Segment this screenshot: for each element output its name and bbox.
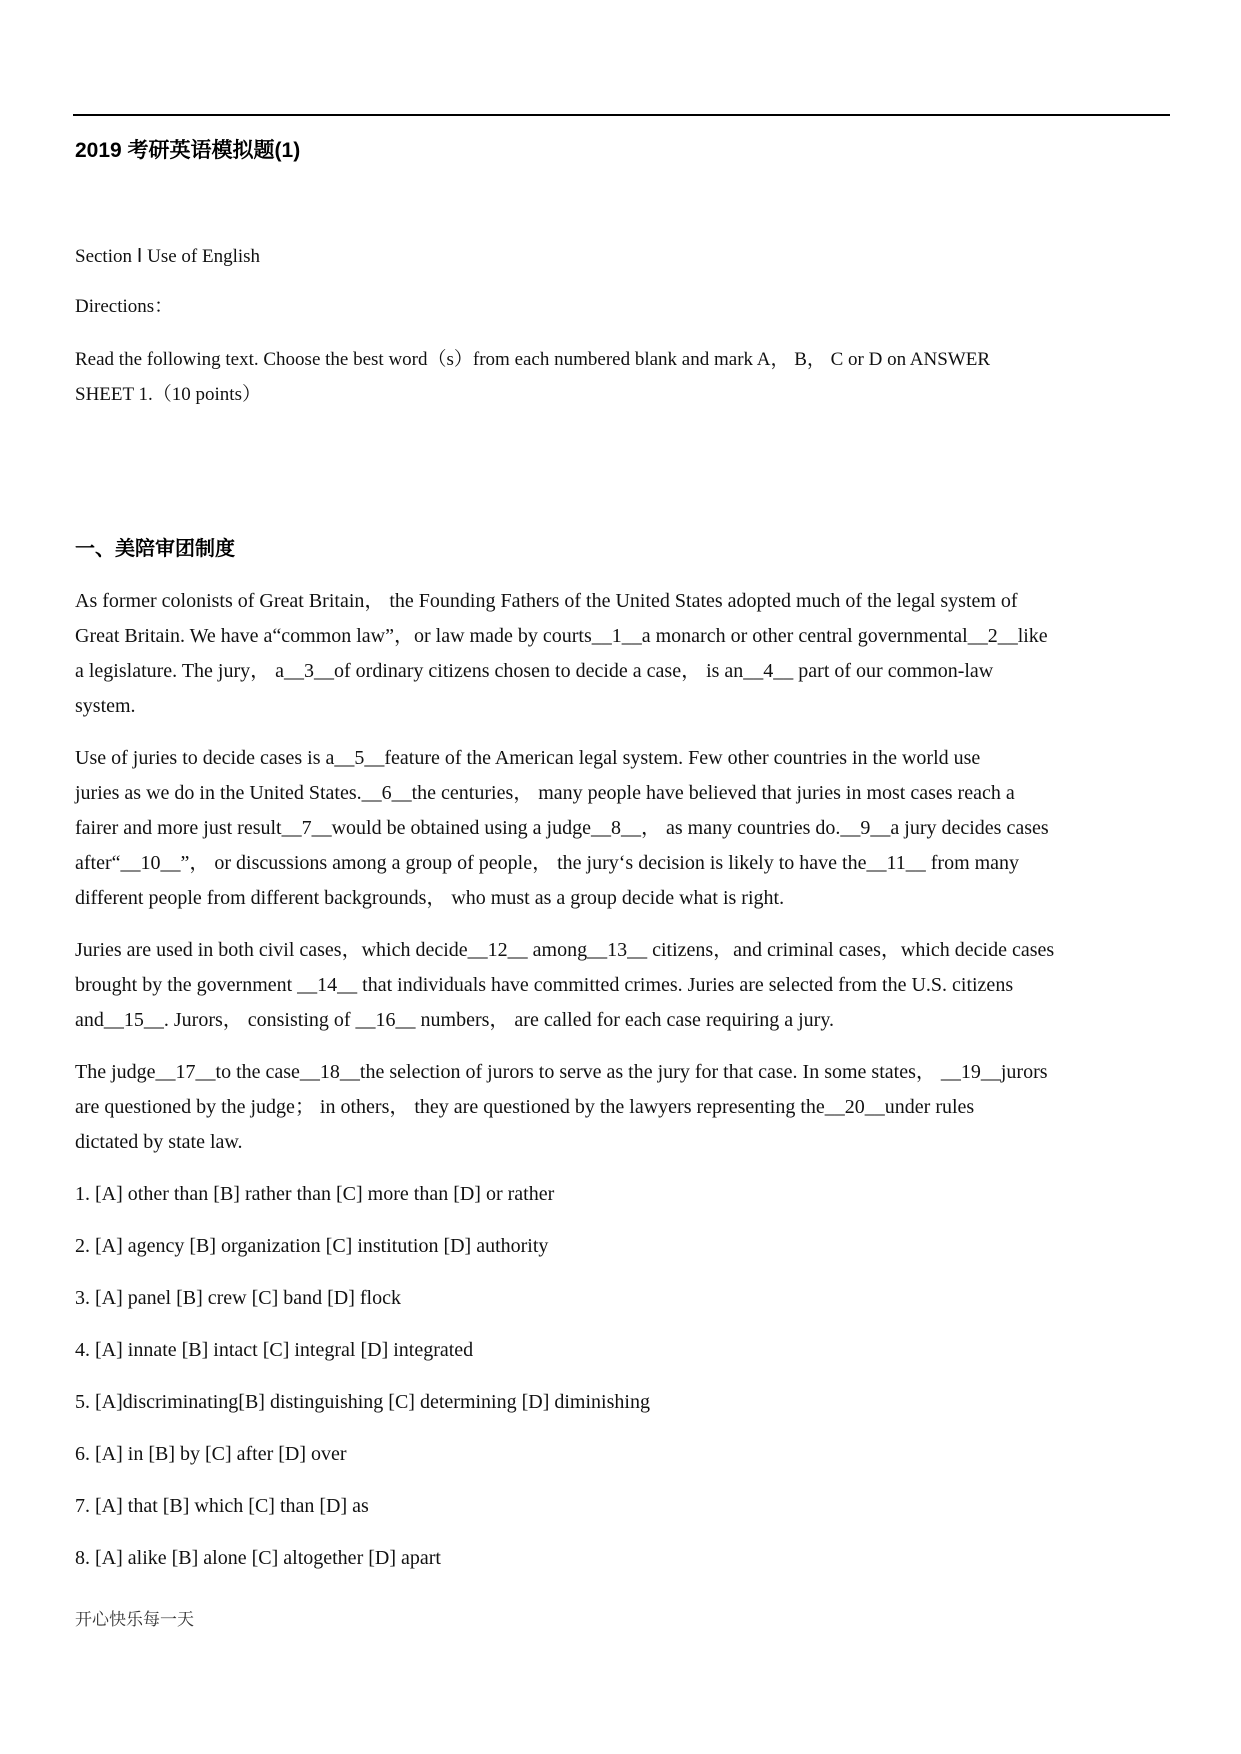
paragraph-line: brought by the government __14__ that individuals have committed crimes. Juries are selected from the U.S. citizens	[75, 974, 1014, 996]
paragraph-line: Juries are used in both civil cases，which decide__12__ among__13__ citizens，and criminal cases，which decide cases	[75, 939, 1055, 961]
header-rule	[73, 114, 1170, 116]
paragraph-line: Great Britain. We have a“common law”，or law made by courts__1__a monarch or other central governmental__2__like	[75, 625, 1048, 647]
answer-option-8: 8. [A] alike [B] alone [C] altogether [D] apart	[75, 1547, 441, 1569]
directions-text	[73, 342, 1170, 412]
paragraph-line: The judge__17__to the case__18__the selection of jurors to serve as the jury for that case. In some states， __19__jurors	[75, 1061, 1048, 1083]
page-content	[73, 0, 1170, 1632]
paragraph-line: juries as we do in the United States.__6__the centuries， many people have believed that juries in most cases reach a	[75, 782, 1015, 804]
answer-option-1: 1. [A] other than [B] rather than [C] more than [D] or rather	[75, 1183, 555, 1205]
paragraph-line: fairer and more just result__7__would be obtained using a judge__8__， as many countries do.__9__a jury decides cases	[75, 817, 1049, 839]
paragraph-line: Use of juries to decide cases is a__5__feature of the American legal system. Few other countries in the world use	[75, 747, 981, 769]
answer-option-4: 4. [A] innate [B] intact [C] integral [D] integrated	[75, 1339, 474, 1361]
paragraph-line: a legislature. The jury， a__3__of ordinary citizens chosen to decide a case， is an__4__ part of our common-law	[75, 660, 994, 682]
section-title: Section Ⅰ Use of English	[75, 246, 261, 267]
answer-option-2: 2. [A] agency [B] organization [C] institution [D] authority	[75, 1235, 549, 1257]
paragraph-line: As former colonists of Great Britain， the Founding Fathers of the United States adopted much of the legal system of	[75, 590, 1018, 612]
directions-line: SHEET 1.（10 points）	[75, 384, 261, 405]
passage-paragraph-4	[73, 1055, 1170, 1160]
paragraph-line: different people from different backgrounds， who must as a group decide what is right.	[75, 887, 785, 909]
passage-paragraph-2	[73, 741, 1170, 916]
paragraph-line: are questioned by the judge； in others， they are questioned by the lawyers representing the__20__under rules	[75, 1096, 975, 1118]
answer-options-list	[73, 1177, 1170, 1576]
paragraph-line: system.	[75, 695, 136, 717]
answer-option-3: 3. [A] panel [B] crew [C] band [D] flock	[75, 1287, 401, 1309]
directions-line: Read the following text. Choose the best word（s）from each numbered blank and mark A， B， C or D on ANSWER	[75, 349, 991, 370]
directions-label: Directions：	[75, 296, 174, 317]
paragraph-line: and__15__. Jurors， consisting of __16__ numbers， are called for each case requiring a jury.	[75, 1009, 835, 1031]
answer-option-6: 6. [A] in [B] by [C] after [D] over	[75, 1443, 347, 1465]
passage-paragraph-3	[73, 933, 1170, 1038]
document-title: 2019 考研英语模拟题(1)	[75, 139, 301, 162]
answer-option-7: 7. [A] that [B] which [C] than [D] as	[75, 1495, 369, 1517]
page-footer: 开心快乐每一天	[75, 1610, 194, 1629]
passage-heading: 一、美陪审团制度	[75, 538, 235, 560]
answer-option-5: 5. [A]discriminating[B] distinguishing [C] determining [D] diminishing	[75, 1391, 650, 1413]
paragraph-line: dictated by state law.	[75, 1131, 243, 1153]
paragraph-line: after“__10__”， or discussions among a group of people， the jury‘s decision is likely to have the__11__ from many	[75, 852, 1020, 874]
passage-paragraph-1	[73, 584, 1170, 724]
